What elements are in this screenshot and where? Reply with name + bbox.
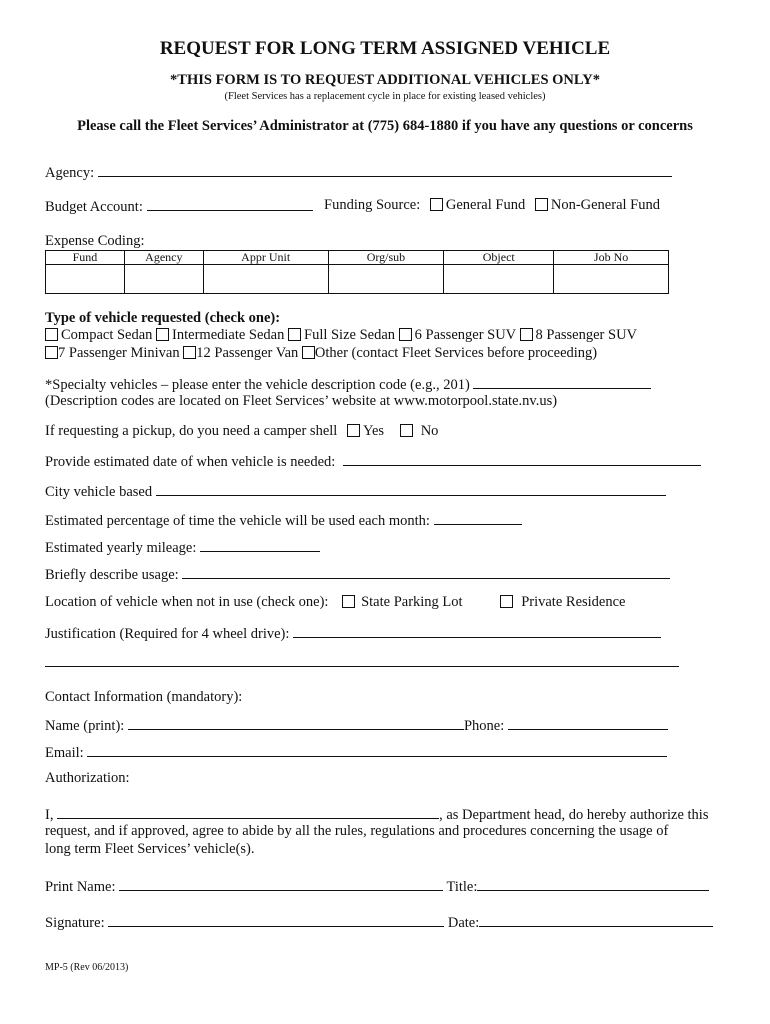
- city-field[interactable]: [156, 482, 666, 496]
- usage-label: Briefly describe usage:: [45, 567, 179, 583]
- date-label: Date:: [447, 915, 480, 931]
- expense-coding-label: Expense Coding:: [45, 233, 145, 249]
- state-parking-lot-checkbox[interactable]: [342, 595, 355, 608]
- form-id: MP-5 (Rev 06/2013): [45, 962, 129, 973]
- city-label: City vehicle based: [45, 484, 153, 500]
- vehicle-type-heading: Type of vehicle requested (check one):: [45, 310, 281, 326]
- col-org-sub: Org/sub: [328, 251, 444, 265]
- authorization-prefix: I,: [45, 807, 54, 823]
- email-row: [45, 743, 667, 762]
- agency-field[interactable]: [98, 163, 672, 177]
- intermediate-sedan-checkbox[interactable]: [156, 328, 169, 341]
- job-no-cell[interactable]: [554, 265, 669, 294]
- justification-extra-line[interactable]: [45, 666, 679, 667]
- phone-field[interactable]: [508, 716, 668, 730]
- specialty-label: *Specialty vehicles – please enter the vehicle description code (e.g., 201): [45, 377, 470, 393]
- object-cell[interactable]: [444, 265, 554, 294]
- col-object: Object: [444, 251, 554, 265]
- name-phone-row: [45, 716, 668, 735]
- funding-row: [324, 197, 660, 214]
- print-name-field[interactable]: [119, 877, 443, 891]
- 6-passenger-suv-checkbox[interactable]: [399, 328, 412, 341]
- full-size-sedan-label: Full Size Sedan: [304, 327, 396, 343]
- 7-passenger-minivan-label: 7 Passenger Minivan: [58, 345, 180, 361]
- authorization-line-1-text: , as Department head, do hereby authorize this: [439, 807, 709, 823]
- agency-row: [45, 163, 672, 182]
- percentage-label: Estimated percentage of time the vehicle will be used each month:: [45, 513, 430, 529]
- col-fund: Fund: [46, 251, 125, 265]
- compact-sedan-checkbox[interactable]: [45, 328, 58, 341]
- 8-passenger-suv-checkbox[interactable]: [520, 328, 533, 341]
- usage-field[interactable]: [182, 565, 670, 579]
- signature-row: [45, 913, 713, 932]
- specialty-row: [45, 375, 651, 394]
- 8-passenger-suv-label: 8 Passenger SUV: [535, 327, 638, 343]
- print-name-row: [45, 877, 709, 896]
- department-head-field[interactable]: [57, 805, 439, 819]
- specialty-note: (Description codes are located on Fleet Services’ website at www.motorpool.state.nv.us): [45, 393, 558, 409]
- mileage-label: Estimated yearly mileage:: [45, 540, 197, 556]
- other-vehicle-label: Other (contact Fleet Services before proceeding): [314, 345, 598, 361]
- phone-label: Phone:: [463, 718, 505, 734]
- mileage-field[interactable]: [200, 538, 320, 552]
- location-row: [45, 594, 626, 611]
- usage-row: [45, 565, 670, 584]
- other-vehicle-checkbox[interactable]: [302, 346, 315, 359]
- non-general-fund-checkbox[interactable]: [535, 198, 548, 211]
- budget-account-field[interactable]: [147, 197, 313, 211]
- org-sub-cell[interactable]: [328, 265, 444, 294]
- compact-sedan-label: Compact Sedan: [61, 327, 153, 343]
- appr-unit-cell[interactable]: [203, 265, 328, 294]
- agency-label: Agency:: [45, 165, 95, 181]
- intermediate-sedan-label: Intermediate Sedan: [172, 327, 285, 343]
- specialty-code-field[interactable]: [473, 375, 651, 389]
- percentage-row: [45, 511, 522, 530]
- agency-cell[interactable]: [124, 265, 203, 294]
- 7-passenger-minivan-checkbox[interactable]: [45, 346, 58, 359]
- justification-field[interactable]: [293, 624, 661, 638]
- title-label: Title:: [446, 879, 478, 895]
- camper-no-label: No: [420, 423, 439, 439]
- percentage-field[interactable]: [434, 511, 522, 525]
- pickup-label: If requesting a pickup, do you need a camper shell: [45, 423, 338, 439]
- title-field[interactable]: [477, 877, 709, 891]
- expense-coding-table: [45, 250, 669, 294]
- 12-passenger-van-checkbox[interactable]: [183, 346, 196, 359]
- general-fund-checkbox[interactable]: [430, 198, 443, 211]
- print-name-label: Print Name:: [45, 879, 116, 895]
- general-fund-label: General Fund: [445, 197, 526, 213]
- mileage-row: [45, 538, 320, 557]
- form-subtitle: *THIS FORM IS TO REQUEST ADDITIONAL VEHICLES ONLY*: [170, 72, 600, 88]
- form-title: REQUEST FOR LONG TERM ASSIGNED VEHICLE: [159, 38, 611, 59]
- location-label: Location of vehicle when not in use (check one):: [45, 594, 329, 610]
- vehicle-type-row-2: [45, 345, 597, 362]
- date-field[interactable]: [479, 913, 713, 927]
- name-label: Name (print):: [45, 718, 125, 734]
- date-needed-label: Provide estimated date of when vehicle is needed:: [45, 454, 336, 470]
- signature-field[interactable]: [108, 913, 444, 927]
- budget-account-label: Budget Account:: [45, 199, 143, 215]
- funding-source-label: Funding Source:: [324, 197, 421, 213]
- camper-yes-label: Yes: [362, 423, 385, 439]
- replacement-note: (Fleet Services has a replacement cycle in place for existing leased vehicles): [224, 91, 546, 102]
- contact-notice: Please call the Fleet Services’ Administrator at (775) 684-1880 if you have any questions or concerns: [77, 118, 693, 134]
- authorization-line-2: request, and if approved, agree to abide by all the rules, regulations and procedures concerning the usage of: [45, 823, 669, 839]
- budget-row: [45, 197, 313, 216]
- authorization-line-3: long term Fleet Services’ vehicle(s).: [45, 841, 255, 857]
- authorization-heading: Authorization:: [45, 770, 130, 786]
- email-field[interactable]: [87, 743, 667, 757]
- fund-cell[interactable]: [46, 265, 125, 294]
- date-needed-row: [45, 452, 701, 471]
- camper-yes-checkbox[interactable]: [347, 424, 360, 437]
- date-needed-field[interactable]: [343, 452, 701, 466]
- col-job-no: Job No: [554, 251, 669, 265]
- 6-passenger-suv-label: 6 Passenger SUV: [414, 327, 516, 343]
- col-appr-unit: Appr Unit: [203, 251, 328, 265]
- col-agency: Agency: [124, 251, 203, 265]
- email-label: Email:: [45, 745, 84, 761]
- contact-heading: Contact Information (mandatory):: [45, 689, 243, 705]
- private-residence-checkbox[interactable]: [500, 595, 513, 608]
- 12-passenger-van-label: 12 Passenger Van: [196, 345, 299, 361]
- full-size-sedan-checkbox[interactable]: [288, 328, 301, 341]
- non-general-fund-label: Non-General Fund: [550, 197, 660, 213]
- justification-label: Justification (Required for 4 wheel drive):: [45, 626, 290, 642]
- city-row: [45, 482, 666, 501]
- camper-no-checkbox[interactable]: [400, 424, 413, 437]
- state-parking-lot-label: State Parking Lot: [361, 594, 463, 610]
- justification-row: [45, 624, 661, 643]
- signature-label: Signature:: [45, 915, 105, 931]
- name-field[interactable]: [128, 716, 464, 730]
- pickup-row: [45, 423, 438, 440]
- private-residence-label: Private Residence: [521, 594, 626, 610]
- authorization-line-1: [45, 805, 708, 824]
- vehicle-type-row-1: [45, 327, 637, 344]
